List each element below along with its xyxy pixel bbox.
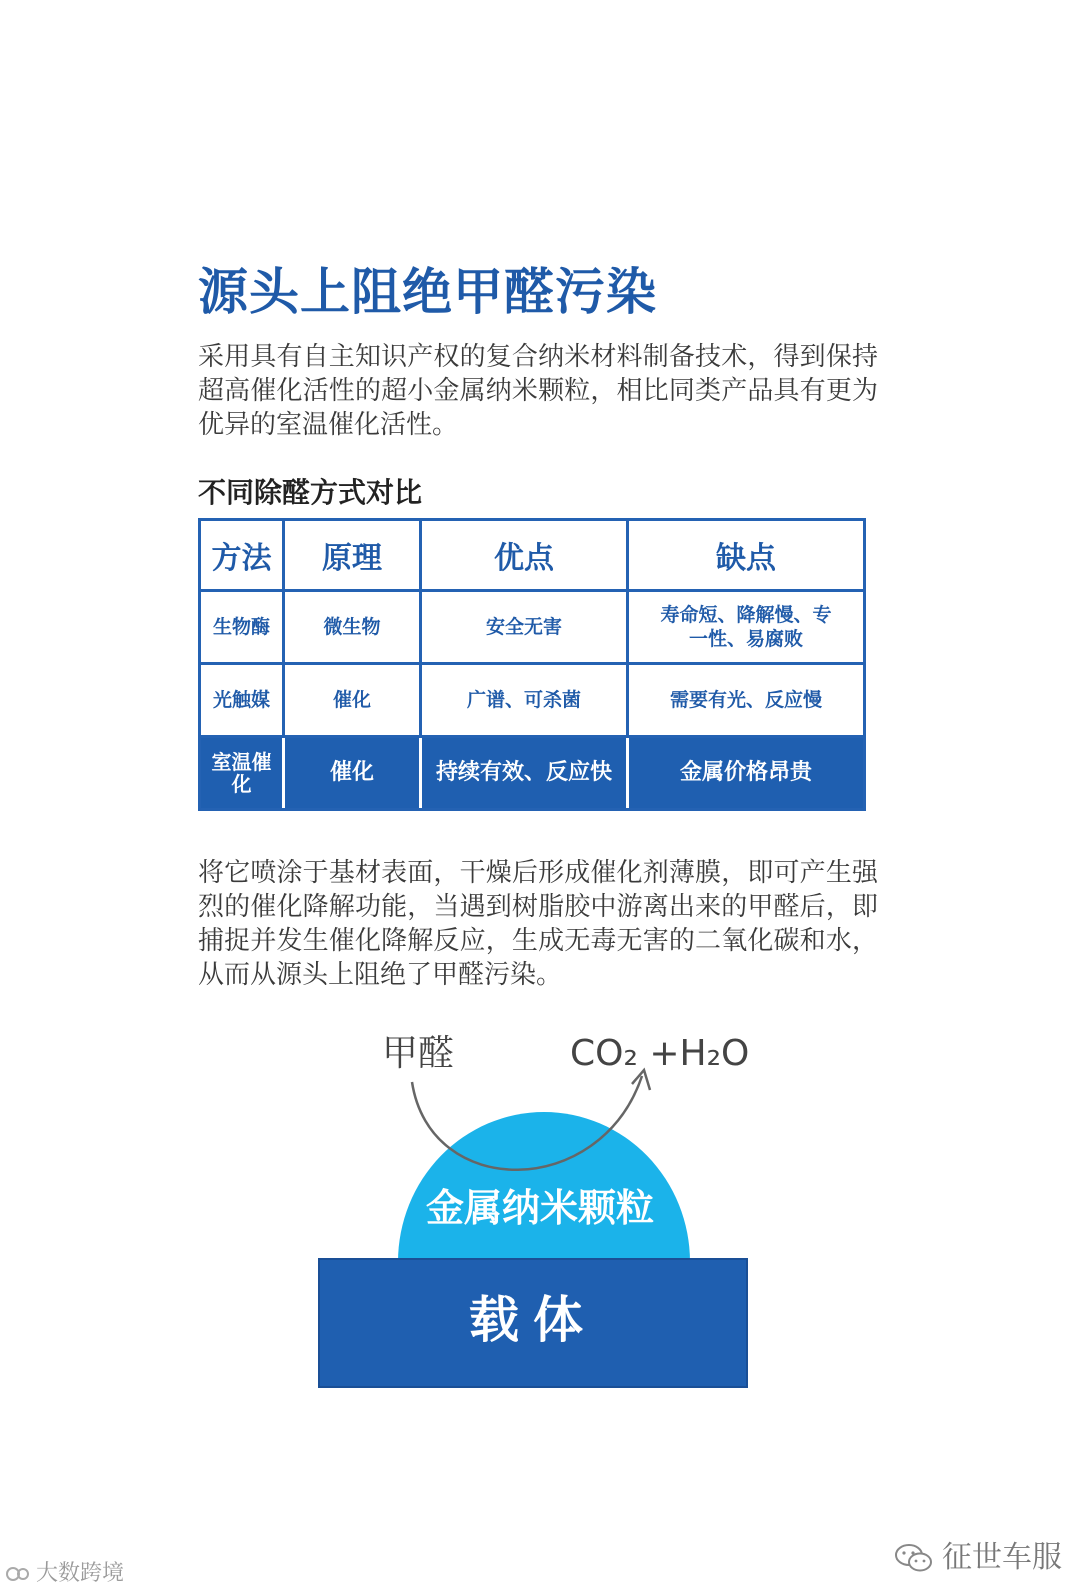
table-row [200, 591, 865, 664]
logo-icon [6, 1563, 30, 1585]
nanoparticle-label: 金属纳米颗粒 [425, 1186, 654, 1230]
intro-paragraph: 采用具有自主知识产权的复合纳米材料制备技术，得到保持超高催化活性的超小金属纳米颗粒，相比同类产品具有更为优异的室温催化活性。 [198, 342, 878, 440]
table-cell: 催化 [284, 737, 421, 810]
description-paragraph: 将它喷涂于基材表面，干燥后形成催化剂薄膜，即可产生强烈的催化降解功能，当遇到树脂胶中游离出来的甲醛后，即捕捉并发生催化降解反应，生成无毒无害的二氧化碳和水，从而从源头上阻绝了甲醛污染。 [198, 858, 878, 990]
page-title: 源头上阻绝甲醛污染 [198, 263, 657, 321]
table-cell: 光触媒 [200, 664, 284, 737]
table-cell: 寿命短、降解慢、专一性、易腐败 [628, 591, 865, 664]
table-cell: 微生物 [284, 591, 421, 664]
table-cell: 需要有光、反应慢 [628, 664, 865, 737]
carrier-label: 载体 [469, 1291, 597, 1349]
comparison-table [198, 518, 866, 811]
column-header-method: 方法 [200, 520, 284, 591]
wechat-icon [894, 1542, 934, 1574]
watermark-left [6, 1561, 124, 1587]
table-cell: 持续有效、反应快 [421, 737, 628, 810]
table-row-highlighted [200, 737, 865, 810]
column-header-principle: 原理 [284, 520, 421, 591]
table-cell: 生物酶 [200, 591, 284, 664]
watermark-left-text: 大数跨境 [36, 1561, 125, 1586]
watermark-right-text: 征世车服 [942, 1540, 1062, 1575]
column-header-cons: 缺点 [628, 520, 865, 591]
table-cell: 金属价格昂贵 [628, 737, 865, 810]
table-row [200, 664, 865, 737]
formaldehyde-label: 甲醛 [382, 1033, 455, 1074]
products-label: CO₂ +H₂O [570, 1033, 750, 1074]
watermark-right [894, 1540, 1062, 1576]
column-header-pros: 优点 [421, 520, 628, 591]
table-header-row [200, 520, 865, 591]
table-cell: 广谱、可杀菌 [421, 664, 628, 737]
table-cell: 安全无害 [421, 591, 628, 664]
table-cell: 催化 [284, 664, 421, 737]
comparison-heading: 不同除醛方式对比 [198, 476, 423, 509]
table-cell: 室温催化 [200, 737, 284, 810]
